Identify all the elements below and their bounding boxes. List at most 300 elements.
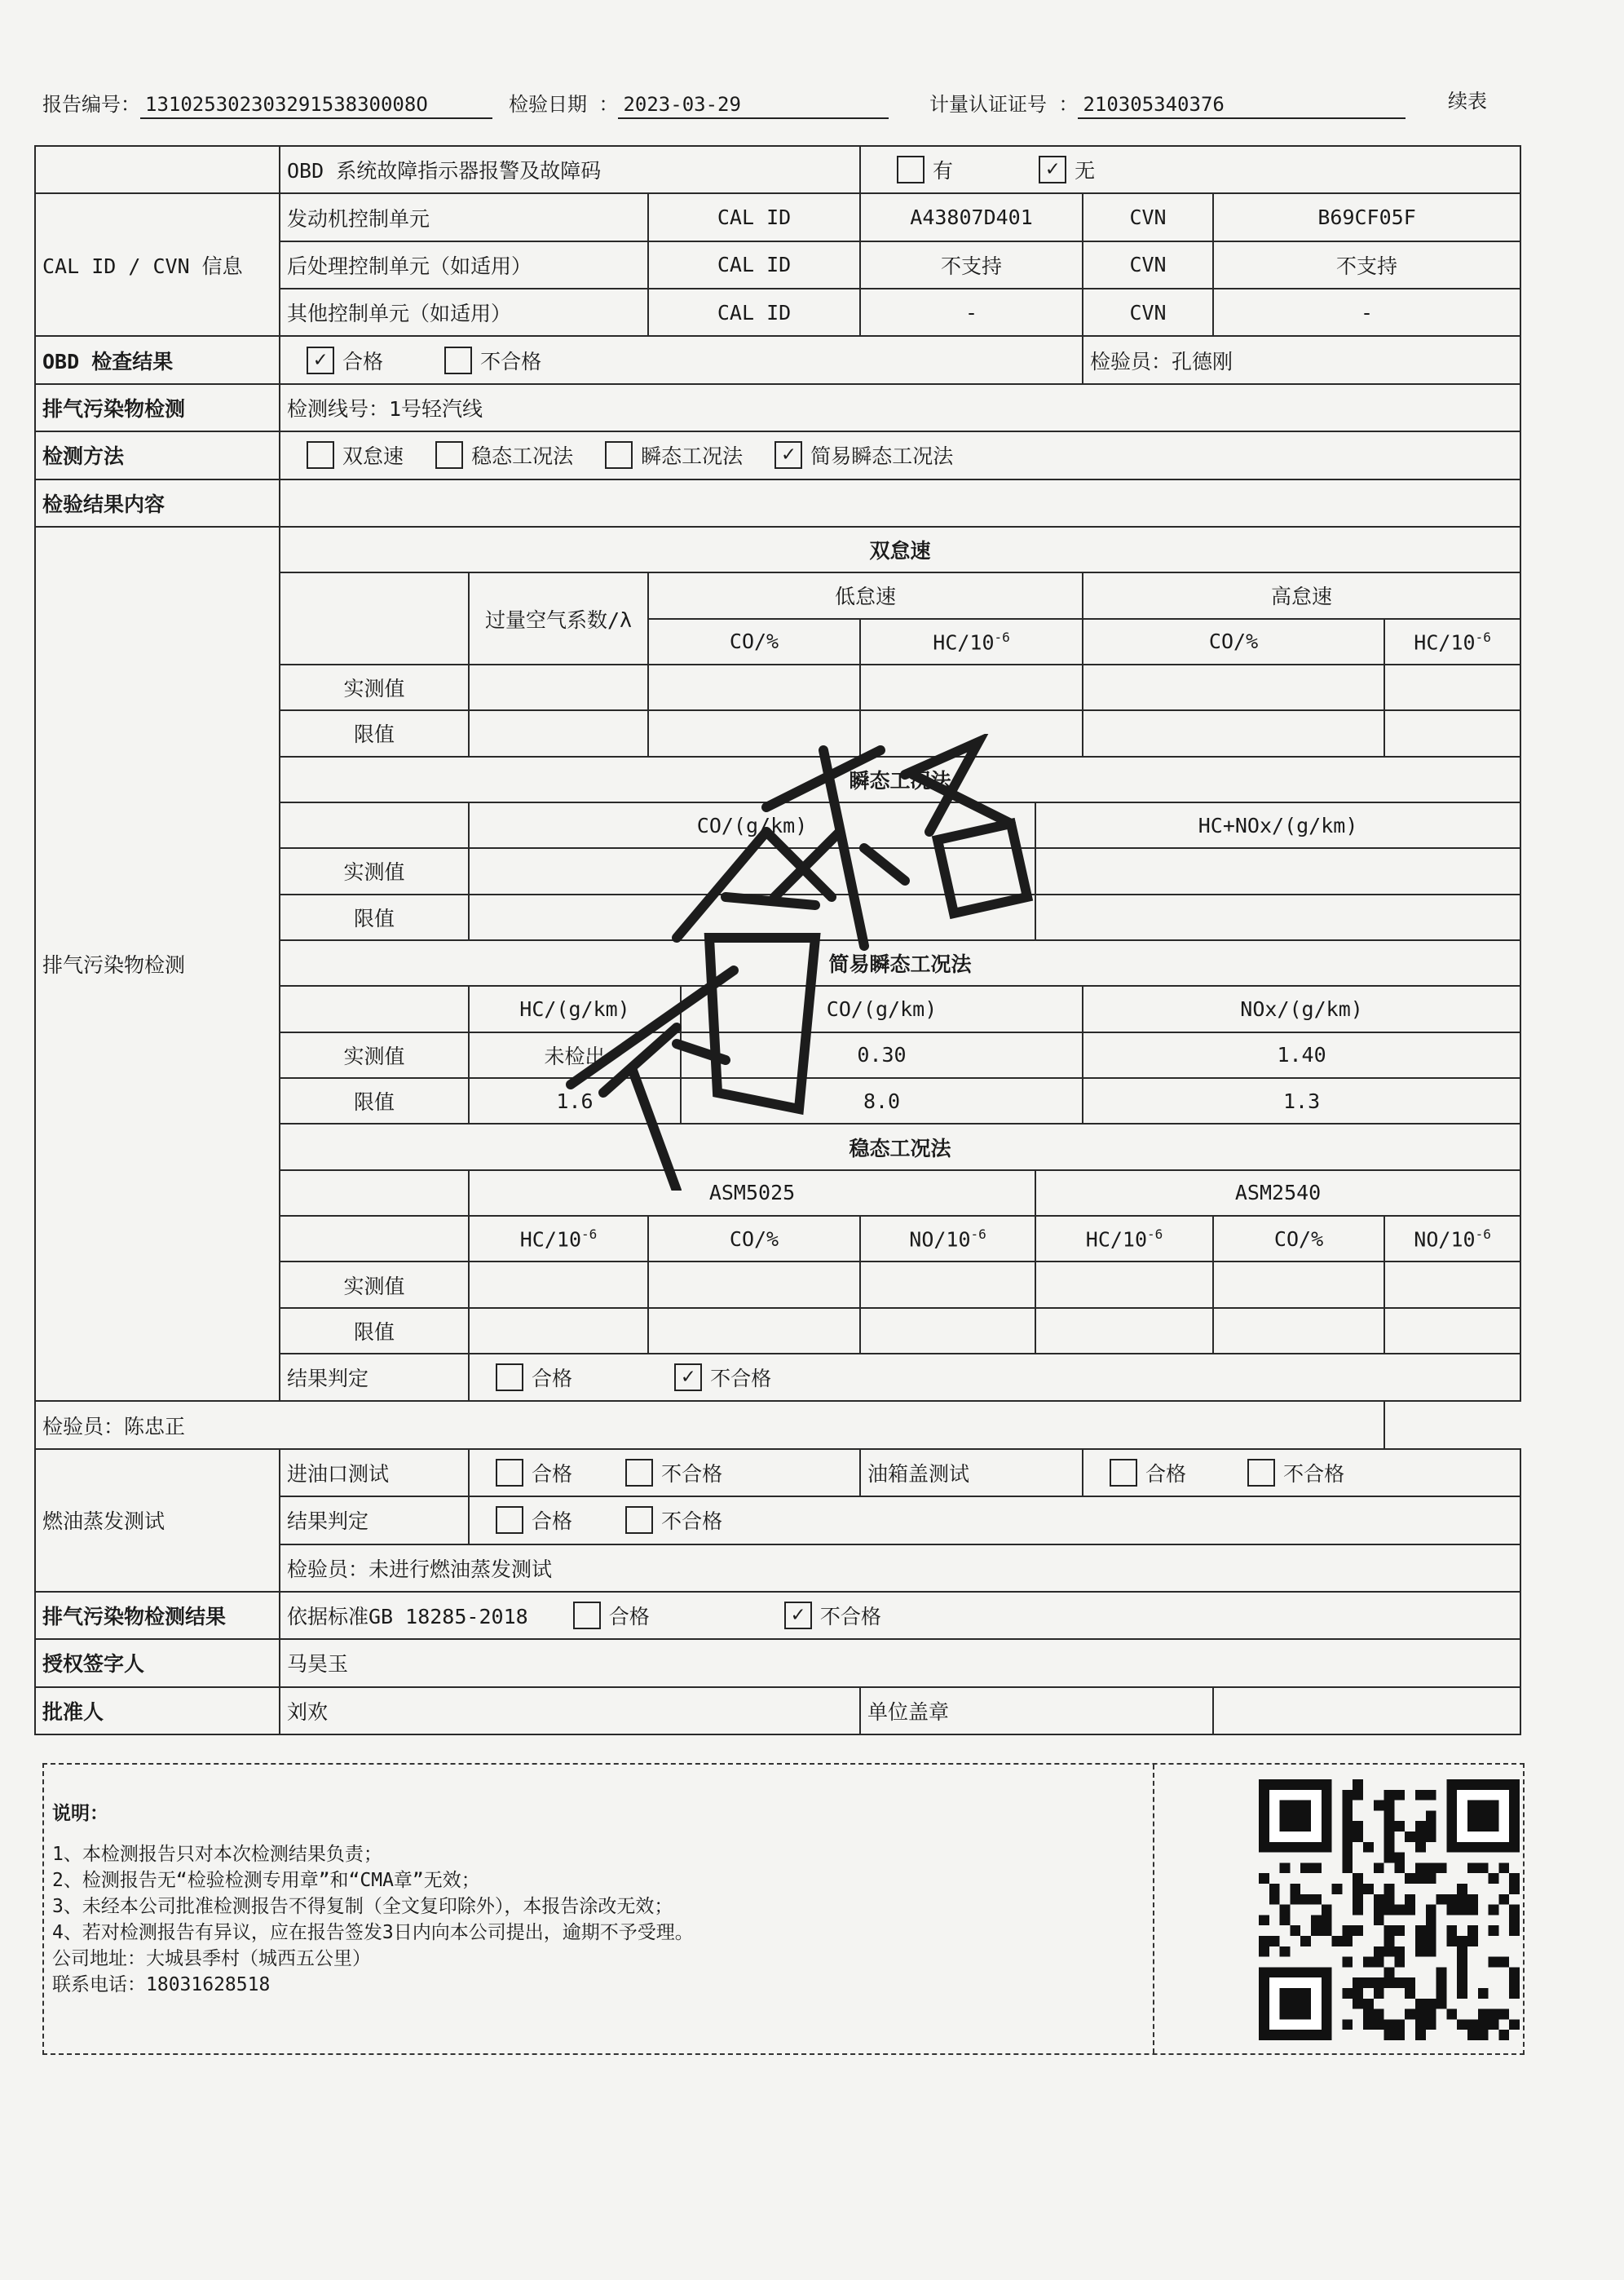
cal-id-value: - <box>860 289 1083 336</box>
qr-module <box>1446 1894 1457 1905</box>
high-hc-unit: HC/10 <box>1414 630 1476 654</box>
asm2540-no-header <box>1384 1216 1520 1262</box>
company-phone: 联系电话：18031628518 <box>52 1974 271 1995</box>
qr-module <box>1384 1790 1395 1801</box>
qr-module <box>1374 2019 1384 2030</box>
method-transient-label: 瞬态工况法 <box>641 444 744 469</box>
qr-module <box>1353 1821 1363 1832</box>
qr-module <box>1374 1905 1384 1915</box>
unit-name: 其他控制单元（如适用） <box>280 289 648 336</box>
qr-module <box>1426 1810 1436 1821</box>
qr-module <box>1322 1915 1332 1925</box>
obd-inspector: 检验员：孔德刚 <box>1083 336 1520 383</box>
qr-module <box>1509 1925 1520 1936</box>
low-hc-unit: HC/10 <box>933 630 995 654</box>
qr-module <box>1353 1832 1363 1842</box>
method-row <box>35 431 1520 479</box>
qr-module <box>1384 2030 1395 2040</box>
no-unit: NO/10 <box>1414 1227 1476 1252</box>
qr-module <box>1426 2019 1436 2030</box>
inspection-date-value: 2023-03-29 <box>618 93 889 119</box>
qr-module <box>1342 1853 1353 1863</box>
blank-cell <box>648 665 860 710</box>
qr-module <box>1415 1925 1426 1936</box>
cal-id-label: CAL ID <box>648 241 860 289</box>
blank-cell <box>469 1308 648 1354</box>
blank-cell <box>469 895 1035 940</box>
qr-module <box>1415 1842 1426 1853</box>
asm5025-hc-header <box>469 1216 648 1262</box>
blank-cell <box>1035 848 1520 894</box>
qr-module <box>1436 1967 1447 1977</box>
asm5025-header: ASM5025 <box>469 1170 1035 1216</box>
qr-module <box>1405 2009 1415 2020</box>
checkbox-summary-fail-checked[interactable]: ✓ <box>784 1602 812 1629</box>
simple-co-measured: 0.30 <box>681 1032 1083 1078</box>
qr-module <box>1269 1884 1280 1894</box>
qr-module <box>1353 1790 1363 1801</box>
company-address: 公司地址：大城县季村（城西五公里） <box>52 1948 371 1969</box>
checkbox-yes[interactable] <box>897 156 925 183</box>
qr-module <box>1426 1925 1436 1936</box>
qr-module <box>1457 1977 1467 1988</box>
note-line: 4、若对检测报告有异议，应在报告签发3日内向本公司提出，逾期不予受理。 <box>52 1922 694 1943</box>
qr-module <box>1489 2009 1499 2020</box>
checkbox-no-checked[interactable]: ✓ <box>1039 156 1066 183</box>
qr-module <box>1457 2019 1467 2030</box>
qr-module <box>1498 1957 1509 1968</box>
qr-finder <box>1280 1801 1311 1832</box>
hc-unit: HC/10 <box>1085 1227 1148 1252</box>
qr-module <box>1446 1925 1457 1936</box>
verdict-label: 结果判定 <box>280 1496 469 1544</box>
checkbox-pass-checked[interactable]: ✓ <box>307 347 334 374</box>
qr-module <box>1342 1862 1353 1873</box>
qr-module <box>1509 2019 1520 2030</box>
qr-module <box>1353 1894 1363 1905</box>
qr-module <box>1498 2009 1509 2020</box>
steady-title: 稳态工况法 <box>280 1124 1520 1169</box>
qr-module <box>1363 2019 1374 2030</box>
no-unit: NO/10 <box>909 1227 971 1252</box>
qr-module <box>1489 1873 1499 1884</box>
cal-id-value: 不支持 <box>860 241 1083 289</box>
qr-module <box>1489 1957 1499 1968</box>
qr-module <box>1405 1905 1415 1915</box>
qr-module <box>1342 1988 1353 1999</box>
qr-module <box>1394 2030 1405 2040</box>
cvn-label: CVN <box>1083 193 1213 241</box>
checkbox-method-simple-checked[interactable]: ✓ <box>774 441 802 469</box>
qr-module <box>1489 1925 1499 1936</box>
simple-co-header: CO/(g/km) <box>681 986 1083 1032</box>
simple-nox-limit: 1.3 <box>1083 1078 1520 1124</box>
notes-section <box>42 1763 1525 2055</box>
tank-cap-options <box>1083 1449 1520 1496</box>
qr-module <box>1384 1810 1395 1821</box>
asm2540-hc-header <box>1035 1216 1213 1262</box>
blank-cell <box>469 1262 648 1307</box>
test-line: 检测线号：1号轻汽线 <box>280 384 1520 431</box>
qr-module <box>1259 1936 1269 1946</box>
qr-module <box>1394 1957 1405 1968</box>
content-label: 检验结果内容 <box>35 479 280 527</box>
qr-module <box>1384 1842 1395 1853</box>
obd-result-row <box>35 336 1520 383</box>
tank-cap-test-label: 油箱盖测试 <box>860 1449 1083 1496</box>
high-idle-header: 高怠速 <box>1083 572 1520 618</box>
qr-module <box>1426 1821 1436 1832</box>
qr-module <box>1353 1779 1363 1790</box>
qr-module <box>1509 1988 1520 1999</box>
checkbox-fail-checked[interactable]: ✓ <box>674 1363 702 1391</box>
qr-module <box>1280 1946 1291 1957</box>
limit-label: 限值 <box>280 1078 469 1124</box>
qr-module <box>1415 1832 1426 1842</box>
note-line: 3、未经本公司批准检测报告不得复制（全文复印除外），本报告涂改无效； <box>52 1896 673 1917</box>
obd-indicator-options <box>860 146 1520 193</box>
qr-module <box>1467 1862 1478 1873</box>
qr-module <box>1509 1915 1520 1925</box>
qr-module <box>1394 1821 1405 1832</box>
inspection-date-label: 检验日期 ： <box>509 93 619 116</box>
pass-label: 合格 <box>1145 1461 1187 1486</box>
signer-row <box>35 1639 1520 1686</box>
qr-module <box>1322 1925 1332 1936</box>
pass-label: 合格 <box>532 1461 573 1486</box>
qr-module <box>1436 1977 1447 1988</box>
qr-module <box>1342 1810 1353 1821</box>
evap-inspector: 检验员：未进行燃油蒸发测试 <box>280 1544 1520 1592</box>
high-co-header: CO/% <box>1083 619 1384 665</box>
fail-label: 不合格 <box>661 1461 723 1486</box>
continued-label: 续表 <box>1448 90 1487 113</box>
qr-module <box>1342 1957 1353 1968</box>
qr-module <box>1509 1977 1520 1988</box>
qr-module <box>1374 1957 1384 1968</box>
simple-nox-header: NOx/(g/km) <box>1083 986 1520 1032</box>
qr-module <box>1498 1862 1509 1873</box>
exhaust-side-label: 排气污染物检测 <box>35 527 280 1402</box>
qr-module <box>1384 1936 1395 1946</box>
unit-name: 后处理控制单元（如适用） <box>280 241 648 289</box>
checkbox-method-steady[interactable] <box>435 441 463 469</box>
transient-title: 瞬态工况法 <box>280 757 1520 802</box>
qr-module <box>1374 1946 1384 1957</box>
fail-label: 不合格 <box>1283 1461 1345 1486</box>
seal-label: 单位盖章 <box>860 1687 1213 1734</box>
qr-module <box>1353 1999 1363 2009</box>
qr-module <box>1363 1999 1374 2009</box>
qr-module <box>1342 1821 1353 1832</box>
qr-module <box>1457 1988 1467 1999</box>
checkbox-pass[interactable] <box>496 1363 523 1391</box>
qr-module <box>1280 1862 1291 1873</box>
qr-module <box>1457 1957 1467 1968</box>
checkbox-method-idle[interactable] <box>307 441 334 469</box>
qr-module <box>1384 1894 1395 1905</box>
exponent: -6 <box>1147 1226 1163 1243</box>
qr-module <box>1415 2030 1426 2040</box>
fail-label: 不合格 <box>661 1509 723 1534</box>
qr-module <box>1478 2009 1489 2020</box>
qr-module <box>1489 2019 1499 2030</box>
blank-cell <box>1083 710 1384 756</box>
asm2540-co-header: CO/% <box>1213 1216 1384 1262</box>
blank-cell <box>280 1170 469 1216</box>
inlet-test-label: 进油口测试 <box>280 1449 469 1496</box>
low-idle-header: 低怠速 <box>648 572 1083 618</box>
qr-module <box>1290 1894 1300 1905</box>
blank-cell <box>1213 1308 1384 1354</box>
blank-cell <box>1083 665 1384 710</box>
qr-module <box>1394 1905 1405 1915</box>
qr-module <box>1426 1936 1436 1946</box>
qr-module <box>1342 2019 1353 2030</box>
asm5025-no-header <box>860 1216 1035 1262</box>
obd-result-options <box>280 336 1083 383</box>
qr-module <box>1426 1915 1436 1925</box>
summary-options <box>280 1592 1520 1639</box>
qr-module <box>1353 1977 1363 1988</box>
qr-module <box>1394 1977 1405 1988</box>
qr-module <box>1342 1801 1353 1811</box>
checkbox-evap-fail[interactable] <box>625 1506 653 1534</box>
qr-module <box>1342 1790 1353 1801</box>
qr-module <box>1384 1884 1395 1894</box>
cal-id-label: CAL ID <box>648 289 860 336</box>
qr-module <box>1353 1905 1363 1915</box>
simple-nox-measured: 1.40 <box>1083 1032 1520 1078</box>
qr-module <box>1311 1862 1322 1873</box>
qr-module <box>1436 1894 1447 1905</box>
qr-module <box>1300 1936 1311 1946</box>
qr-module <box>1374 1801 1384 1811</box>
qr-module <box>1457 1946 1467 1957</box>
blank-cell <box>860 1262 1035 1307</box>
qr-module <box>1498 2030 1509 2040</box>
checkbox-inlet-pass[interactable] <box>496 1459 523 1487</box>
qr-module <box>1342 1842 1353 1853</box>
blank-cell <box>280 1216 469 1262</box>
blank-cell <box>648 1308 860 1354</box>
high-hc-header <box>1384 619 1520 665</box>
qr-module <box>1300 1862 1311 1873</box>
checkbox-summary-pass[interactable] <box>573 1602 601 1629</box>
qr-module <box>1509 1967 1520 1977</box>
qr-module <box>1342 1925 1353 1936</box>
notes-divider <box>1153 1765 1154 2053</box>
qr-module <box>1363 1884 1374 1894</box>
cvn-value: B69CF05F <box>1213 193 1520 241</box>
qr-module <box>1467 2019 1478 2030</box>
qr-module <box>1405 1894 1415 1905</box>
measured-label: 实测值 <box>280 1032 469 1078</box>
signer-label: 授权签字人 <box>35 1639 280 1686</box>
certification-number-label: 计量认证证号 ： <box>929 93 1079 116</box>
qr-module <box>1363 1957 1374 1968</box>
approver-label: 批准人 <box>35 1687 280 1734</box>
qr-module <box>1405 1977 1415 1988</box>
qr-module <box>1290 1925 1300 1936</box>
checkbox-method-transient[interactable] <box>605 441 633 469</box>
fail-label: 不合格 <box>710 1367 772 1391</box>
qr-module <box>1478 1862 1489 1873</box>
qr-module <box>1426 1873 1436 1884</box>
summary-row <box>35 1592 1520 1639</box>
checkbox-fail[interactable] <box>444 347 472 374</box>
checkbox-evap-pass[interactable] <box>496 1506 523 1534</box>
qr-module <box>1457 1905 1467 1915</box>
cal-id-value: A43807D401 <box>860 193 1083 241</box>
qr-module <box>1322 1905 1332 1915</box>
pass-label: 合格 <box>608 1605 650 1629</box>
blank-cell <box>280 479 1520 527</box>
verdict-label: 结果判定 <box>280 1354 469 1401</box>
qr-module <box>1478 1988 1489 1999</box>
qr-module <box>1353 1884 1363 1894</box>
exhaust-line-row <box>35 384 1520 431</box>
option-no-label: 无 <box>1075 159 1096 183</box>
qr-module <box>1467 1925 1478 1936</box>
qr-module <box>1332 1884 1343 1894</box>
qr-module <box>1467 2030 1478 2040</box>
qr-module <box>1384 1821 1395 1832</box>
fail-label: 不合格 <box>480 349 542 373</box>
qr-module <box>1426 1905 1436 1915</box>
qr-module <box>1509 1905 1520 1915</box>
signer-name: 马昊玉 <box>280 1639 1520 1686</box>
qr-module <box>1405 1988 1415 1999</box>
qr-module <box>1374 2009 1384 2020</box>
limit-label: 限值 <box>280 710 469 756</box>
blank-cell <box>860 710 1083 756</box>
qr-module <box>1374 1977 1384 1988</box>
qr-module <box>1384 1832 1395 1842</box>
cvn-label: CVN <box>1083 241 1213 289</box>
blank-cell <box>280 802 469 848</box>
qr-module <box>1509 1873 1520 1884</box>
qr-module <box>1332 1936 1343 1946</box>
pass-label: 合格 <box>532 1509 573 1534</box>
qr-module <box>1498 1894 1509 1905</box>
measured-label: 实测值 <box>280 1262 469 1307</box>
blank-cell <box>1213 1262 1384 1307</box>
report-table <box>34 145 1521 1735</box>
qr-module <box>1353 1873 1363 1884</box>
obd-result-label: OBD 检查结果 <box>35 336 280 383</box>
qr-module <box>1342 1936 1353 1946</box>
pass-label: 合格 <box>342 349 384 373</box>
obd-indicator-label: OBD 系统故障指示器报警及故障码 <box>280 146 860 193</box>
qr-module <box>1311 1915 1322 1925</box>
qr-module <box>1415 1821 1426 1832</box>
obd-indicator-row <box>35 146 1520 193</box>
checkbox-inlet-fail[interactable] <box>625 1459 653 1487</box>
qr-code-icon[interactable] <box>1259 1779 1520 2040</box>
qr-module <box>1394 1790 1405 1801</box>
exponent: -6 <box>1475 629 1491 645</box>
measured-label: 实测值 <box>280 665 469 710</box>
qr-module <box>1436 1999 1447 2009</box>
report-number <box>42 88 492 119</box>
qr-module <box>1457 1967 1467 1977</box>
note-line: 2、检测报告无“检验检测专用章”和“CMA章”无效； <box>52 1870 480 1891</box>
qr-module <box>1353 1925 1363 1936</box>
transient-hcnox-header: HC+NOx/(g/km) <box>1035 802 1520 848</box>
summary-label: 排气污染物检测结果 <box>35 1592 280 1639</box>
standard-text: 依据标准GB 18285-2018 <box>287 1605 528 1629</box>
qr-module <box>1290 1884 1300 1894</box>
qr-module <box>1415 2009 1426 2020</box>
method-idle-label: 双怠速 <box>342 444 404 469</box>
blank-cell <box>648 1262 860 1307</box>
option-yes-label: 有 <box>933 159 954 183</box>
qr-module <box>1467 1936 1478 1946</box>
evap-inlet-row <box>35 1449 1520 1496</box>
idle-title: 双怠速 <box>280 527 1520 572</box>
notes-text <box>52 1801 694 1998</box>
qr-module <box>1363 1977 1374 1988</box>
qr-module <box>1415 1873 1426 1884</box>
measured-label: 实测值 <box>280 848 469 894</box>
qr-module <box>1384 1925 1395 1936</box>
blank-cell <box>1384 1308 1520 1354</box>
simple-title: 简易瞬态工况法 <box>280 940 1520 986</box>
qr-module <box>1415 1946 1426 1957</box>
cvn-label: CVN <box>1083 289 1213 336</box>
low-co-header: CO/% <box>648 619 860 665</box>
qr-module <box>1374 1988 1384 1999</box>
qr-module <box>1280 1905 1291 1915</box>
qr-module <box>1353 1988 1363 1999</box>
method-options <box>280 431 1520 479</box>
blank-cell <box>1035 1308 1213 1354</box>
blank-cell <box>860 1308 1035 1354</box>
blank-cell <box>1035 1262 1213 1307</box>
qr-module <box>1259 1873 1269 1884</box>
qr-module <box>1426 2009 1436 2020</box>
qr-module <box>1394 2019 1405 2030</box>
limit-label: 限值 <box>280 895 469 940</box>
qr-module <box>1280 1915 1291 1925</box>
blank-cell <box>469 710 648 756</box>
cal-cvn-row-1 <box>35 193 1520 241</box>
report-number-value: 13102530230329153830008O <box>140 93 492 119</box>
qr-module <box>1311 1925 1322 1936</box>
cal-id-label: CAL ID <box>648 193 860 241</box>
qr-module <box>1374 1862 1384 1873</box>
checkbox-tank-pass[interactable] <box>1110 1459 1137 1487</box>
exhaust-inspector-row <box>35 1401 1520 1448</box>
qr-module <box>1300 1894 1311 1905</box>
low-hc-header <box>860 619 1083 665</box>
cvn-value: - <box>1213 289 1520 336</box>
fail-label: 不合格 <box>819 1605 881 1629</box>
qr-finder <box>1280 1988 1311 2019</box>
qr-module <box>1384 1905 1395 1915</box>
report-number-label: 报告编号： <box>42 93 140 116</box>
approver-name: 刘欢 <box>280 1687 860 1734</box>
blank-cell <box>1384 1262 1520 1307</box>
qr-module <box>1384 1977 1395 1988</box>
checkbox-tank-fail[interactable] <box>1247 1459 1275 1487</box>
qr-module <box>1446 1905 1457 1915</box>
exhaust-section-label: 排气污染物检测 <box>35 384 280 431</box>
lambda-header: 过量空气系数/λ <box>469 572 648 665</box>
calid-cvn-label: CAL ID / CVN 信息 <box>35 193 280 336</box>
qr-module <box>1405 1832 1415 1842</box>
